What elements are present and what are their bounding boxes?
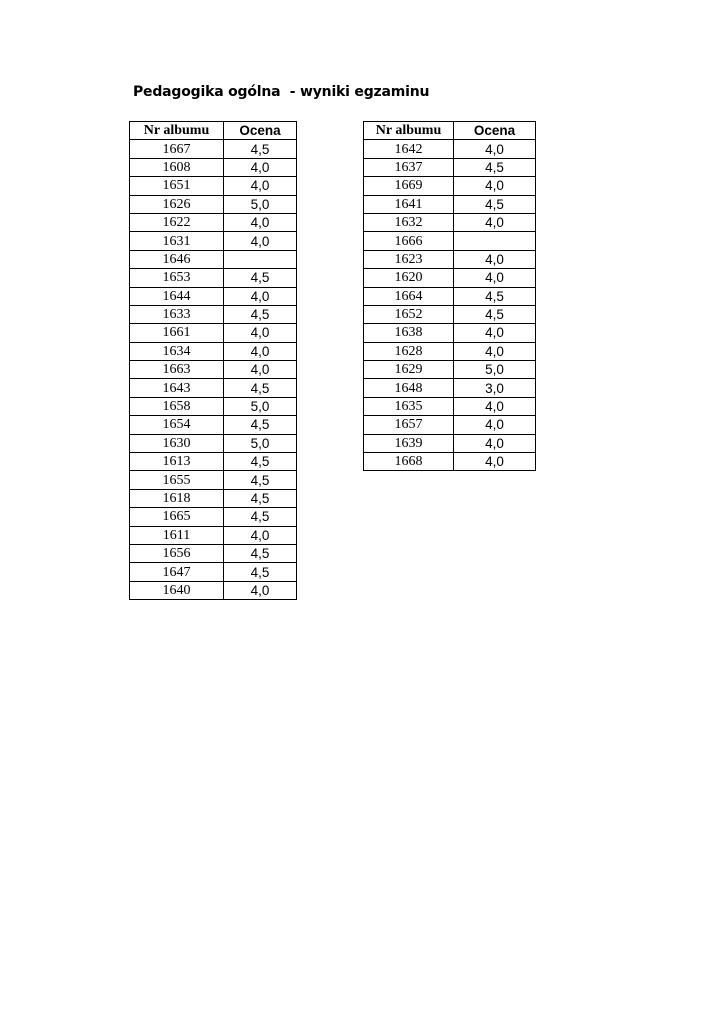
table-row xyxy=(130,397,297,415)
album-number-cell: 1630 xyxy=(130,434,224,452)
grade-cell: 4,5 xyxy=(224,544,297,562)
grade-cell: 4,5 xyxy=(454,305,536,323)
grade-cell: 3,0 xyxy=(454,379,536,397)
album-number-cell: 1631 xyxy=(130,232,224,250)
table-row xyxy=(364,397,536,415)
album-number-cell: 1640 xyxy=(130,581,224,599)
grade-cell: 4,0 xyxy=(224,581,297,599)
grade-cell: 5,0 xyxy=(454,361,536,379)
album-number-cell: 1663 xyxy=(130,361,224,379)
grade-cell xyxy=(224,250,297,268)
table-row xyxy=(364,158,536,176)
grade-cell: 4,5 xyxy=(224,140,297,158)
table-row xyxy=(364,250,536,268)
album-number-cell: 1665 xyxy=(130,508,224,526)
grade-cell: 4,5 xyxy=(224,269,297,287)
table-row xyxy=(130,287,297,305)
table-row xyxy=(364,324,536,342)
album-number-cell: 1637 xyxy=(364,158,454,176)
table-row xyxy=(130,195,297,213)
grade-cell: 4,0 xyxy=(454,250,536,268)
grade-cell: 4,0 xyxy=(454,397,536,415)
table-row xyxy=(130,342,297,360)
grade-cell: 4,5 xyxy=(224,563,297,581)
album-number-cell: 1608 xyxy=(130,158,224,176)
album-number-cell: 1656 xyxy=(130,544,224,562)
grade-cell: 4,0 xyxy=(224,213,297,231)
album-number-cell: 1633 xyxy=(130,305,224,323)
grade-cell: 4,5 xyxy=(224,453,297,471)
results-table-right xyxy=(363,121,536,471)
table-row xyxy=(130,158,297,176)
table-row xyxy=(130,489,297,507)
grade-cell: 4,5 xyxy=(224,489,297,507)
table-row xyxy=(130,508,297,526)
table-row xyxy=(130,434,297,452)
album-number-cell: 1622 xyxy=(130,213,224,231)
table-row xyxy=(364,416,536,434)
album-number-cell: 1669 xyxy=(364,177,454,195)
table-row xyxy=(364,177,536,195)
album-number-cell: 1611 xyxy=(130,526,224,544)
album-number-cell: 1657 xyxy=(364,416,454,434)
grade-cell: 5,0 xyxy=(224,434,297,452)
header-grade: Ocena xyxy=(224,122,297,140)
grade-cell: 4,5 xyxy=(224,305,297,323)
header-album-number: Nr albumu xyxy=(130,122,224,140)
table-row xyxy=(130,140,297,158)
album-number-cell: 1668 xyxy=(364,453,454,471)
album-number-cell: 1628 xyxy=(364,342,454,360)
grade-cell: 4,0 xyxy=(224,324,297,342)
album-number-cell: 1623 xyxy=(364,250,454,268)
album-number-cell: 1638 xyxy=(364,324,454,342)
album-number-cell: 1618 xyxy=(130,489,224,507)
album-number-cell: 1658 xyxy=(130,397,224,415)
grade-cell: 4,0 xyxy=(454,324,536,342)
grade-cell: 4,0 xyxy=(454,140,536,158)
grade-cell: 4,0 xyxy=(224,232,297,250)
table-row xyxy=(130,416,297,434)
grade-cell: 4,0 xyxy=(454,269,536,287)
table-row xyxy=(130,544,297,562)
table-row xyxy=(364,213,536,231)
grade-cell: 4,0 xyxy=(224,526,297,544)
grade-cell: 5,0 xyxy=(224,195,297,213)
album-number-cell: 1629 xyxy=(364,361,454,379)
album-number-cell: 1635 xyxy=(364,397,454,415)
album-number-cell: 1648 xyxy=(364,379,454,397)
grade-cell: 4,0 xyxy=(454,177,536,195)
album-number-cell: 1667 xyxy=(130,140,224,158)
table-row xyxy=(130,563,297,581)
grade-cell: 4,0 xyxy=(454,434,536,452)
table-row xyxy=(130,581,297,599)
grade-cell: 4,5 xyxy=(454,195,536,213)
album-number-cell: 1639 xyxy=(364,434,454,452)
grade-cell: 4,0 xyxy=(454,342,536,360)
table-row xyxy=(364,140,536,158)
header-row xyxy=(130,122,297,140)
table-row xyxy=(364,269,536,287)
table-row xyxy=(130,177,297,195)
grade-cell: 4,5 xyxy=(454,158,536,176)
album-number-cell: 1634 xyxy=(130,342,224,360)
grade-cell xyxy=(454,232,536,250)
album-number-cell: 1647 xyxy=(130,563,224,581)
album-number-cell: 1646 xyxy=(130,250,224,268)
grade-cell: 4,0 xyxy=(454,453,536,471)
grade-cell: 4,0 xyxy=(224,361,297,379)
table-row xyxy=(130,232,297,250)
album-number-cell: 1632 xyxy=(364,213,454,231)
header-album-number: Nr albumu xyxy=(364,122,454,140)
album-number-cell: 1620 xyxy=(364,269,454,287)
grade-cell: 4,5 xyxy=(224,379,297,397)
grade-cell: 4,0 xyxy=(224,342,297,360)
table-row xyxy=(364,232,536,250)
table-row xyxy=(364,453,536,471)
table-row xyxy=(130,453,297,471)
grade-cell: 4,0 xyxy=(224,177,297,195)
album-number-cell: 1613 xyxy=(130,453,224,471)
table-row xyxy=(130,379,297,397)
table-row xyxy=(364,379,536,397)
grade-cell: 4,0 xyxy=(454,213,536,231)
table-row xyxy=(364,342,536,360)
table-row xyxy=(364,305,536,323)
page-title: Pedagogika ogólna - wyniki egzaminu xyxy=(133,84,430,100)
table-row xyxy=(130,471,297,489)
grade-cell: 4,0 xyxy=(224,287,297,305)
table-row xyxy=(364,361,536,379)
album-number-cell: 1642 xyxy=(364,140,454,158)
grade-cell: 4,0 xyxy=(224,158,297,176)
table-row xyxy=(130,361,297,379)
table-row xyxy=(130,250,297,268)
grade-cell: 4,5 xyxy=(224,508,297,526)
table-row xyxy=(130,305,297,323)
grade-cell: 5,0 xyxy=(224,397,297,415)
album-number-cell: 1664 xyxy=(364,287,454,305)
album-number-cell: 1661 xyxy=(130,324,224,342)
album-number-cell: 1654 xyxy=(130,416,224,434)
album-number-cell: 1653 xyxy=(130,269,224,287)
album-number-cell: 1651 xyxy=(130,177,224,195)
album-number-cell: 1655 xyxy=(130,471,224,489)
grade-cell: 4,5 xyxy=(224,416,297,434)
grade-cell: 4,5 xyxy=(454,287,536,305)
grade-cell: 4,5 xyxy=(224,471,297,489)
album-number-cell: 1641 xyxy=(364,195,454,213)
album-number-cell: 1643 xyxy=(130,379,224,397)
table-row xyxy=(364,287,536,305)
album-number-cell: 1644 xyxy=(130,287,224,305)
table-row xyxy=(364,195,536,213)
table-row xyxy=(130,526,297,544)
results-table-left xyxy=(129,121,297,600)
table-row xyxy=(364,434,536,452)
table-row xyxy=(130,213,297,231)
album-number-cell: 1652 xyxy=(364,305,454,323)
header-grade: Ocena xyxy=(454,122,536,140)
grade-cell: 4,0 xyxy=(454,416,536,434)
table-row xyxy=(130,269,297,287)
album-number-cell: 1666 xyxy=(364,232,454,250)
header-row xyxy=(364,122,536,140)
album-number-cell: 1626 xyxy=(130,195,224,213)
table-row xyxy=(130,324,297,342)
